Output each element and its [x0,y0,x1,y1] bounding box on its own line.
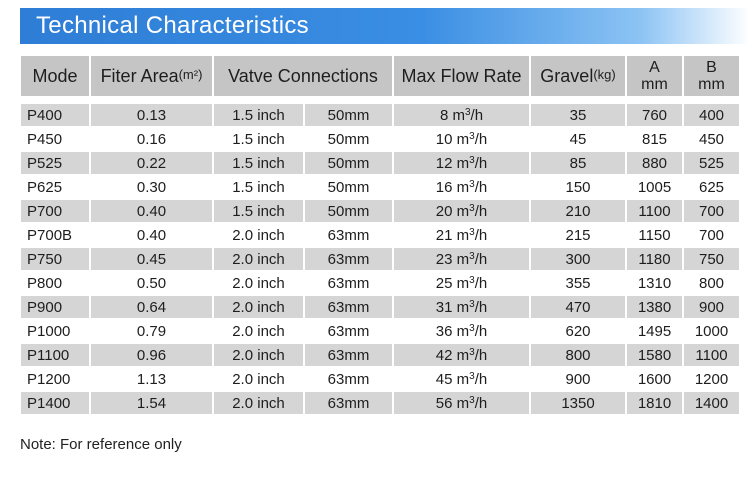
cell-max-flow: 10 $m^3/h$ [394,128,529,150]
cell-valve-mm: 50mm [305,200,392,222]
table-row [21,224,739,246]
cell-a: 1380 [627,296,682,318]
cell-valve-inch: 2.0 inch [214,344,303,366]
spec-table [19,54,741,416]
cell-filter-area: 1.54 [91,392,212,414]
cell-gravel: 45 [531,128,625,150]
table-row [21,392,739,414]
cell-filter-area: 0.50 [91,272,212,294]
cell-gravel: 215 [531,224,625,246]
cell-b: 800 [684,272,739,294]
cell-b: 525 [684,152,739,174]
header-row [21,56,739,96]
cell-a: 760 [627,104,682,126]
cell-valve-inch: 2.0 inch [214,224,303,246]
cell-valve-mm: 63mm [305,272,392,294]
cell-model: P450 [21,128,89,150]
cell-max-flow: 31 $m^3/h$ [394,296,529,318]
cell-valve-mm: 63mm [305,368,392,390]
cell-valve-inch: 1.5 inch [214,128,303,150]
cell-max-flow: 56 $m^3/h$ [394,392,529,414]
cell-a: 1100 [627,200,682,222]
cell-a: 1180 [627,248,682,270]
cell-b: 450 [684,128,739,150]
cell-max-flow: 42 $m^3/h$ [394,344,529,366]
cell-max-flow: 23 $m^3/h$ [394,248,529,270]
header-gravel: Gravel$^{(kg)}$ [531,56,625,96]
cell-valve-mm: 63mm [305,296,392,318]
cell-a: 880 [627,152,682,174]
cell-valve-inch: 2.0 inch [214,248,303,270]
cell-model: P1200 [21,368,89,390]
cell-valve-inch: 1.5 inch [214,176,303,198]
cell-gravel: 900 [531,368,625,390]
cell-max-flow: 8 $m^3/h$ [394,104,529,126]
cell-gravel: 355 [531,272,625,294]
cell-gravel: 620 [531,320,625,342]
cell-gravel: 210 [531,200,625,222]
footnote: Note: For reference only [20,436,182,453]
cell-b: 625 [684,176,739,198]
table-row [21,344,739,366]
cell-filter-area: 0.64 [91,296,212,318]
cell-model: P800 [21,272,89,294]
cell-valve-inch: 1.5 inch [214,152,303,174]
header-max-flow-rate: Max Flow Rate [394,56,529,96]
header-valve-connections: Vatve Connections [214,56,392,96]
cell-valve-inch: 1.5 inch [214,200,303,222]
cell-model: P1100 [21,344,89,366]
cell-max-flow: 12 $m^3/h$ [394,152,529,174]
cell-valve-mm: 63mm [305,224,392,246]
cell-filter-area: 0.45 [91,248,212,270]
title-banner [20,8,750,44]
page-title: Technical Characteristics [36,12,309,39]
cell-valve-mm: 50mm [305,128,392,150]
table-row [21,248,739,270]
cell-filter-area: 0.13 [91,104,212,126]
cell-filter-area: 0.96 [91,344,212,366]
header-filter-area: Fiter Area$^{(m^2)}$ [91,56,212,96]
cell-max-flow: 21 $m^3/h$ [394,224,529,246]
cell-model: P525 [21,152,89,174]
cell-valve-inch: 2.0 inch [214,320,303,342]
cell-a: 1310 [627,272,682,294]
cell-b: 1100 [684,344,739,366]
table-row [21,296,739,318]
cell-model: P400 [21,104,89,126]
cell-model: P700B [21,224,89,246]
cell-b: 400 [684,104,739,126]
cell-a: 1150 [627,224,682,246]
cell-b: 1200 [684,368,739,390]
cell-gravel: 300 [531,248,625,270]
cell-valve-mm: 63mm [305,344,392,366]
cell-model: P625 [21,176,89,198]
cell-a: 1580 [627,344,682,366]
cell-valve-mm: 50mm [305,152,392,174]
cell-max-flow: 25 $m^3/h$ [394,272,529,294]
cell-a: 1810 [627,392,682,414]
cell-max-flow: 16 $m^3/h$ [394,176,529,198]
cell-a: 1600 [627,368,682,390]
cell-b: 700 [684,224,739,246]
table-row [21,104,739,126]
table-row [21,200,739,222]
cell-model: P700 [21,200,89,222]
cell-b: 750 [684,248,739,270]
table-row [21,368,739,390]
cell-gravel: 470 [531,296,625,318]
cell-filter-area: 0.40 [91,200,212,222]
table-row [21,128,739,150]
cell-b: 700 [684,200,739,222]
cell-filter-area: 0.22 [91,152,212,174]
cell-b: 1000 [684,320,739,342]
cell-filter-area: 0.30 [91,176,212,198]
table-row [21,176,739,198]
cell-valve-inch: 2.0 inch [214,296,303,318]
cell-valve-mm: 50mm [305,104,392,126]
cell-gravel: 800 [531,344,625,366]
table-row [21,152,739,174]
header-model: Mode [21,56,89,96]
cell-valve-inch: 2.0 inch [214,392,303,414]
cell-max-flow: 20 $m^3/h$ [394,200,529,222]
cell-gravel: 150 [531,176,625,198]
cell-filter-area: 1.13 [91,368,212,390]
cell-valve-inch: 1.5 inch [214,104,303,126]
cell-valve-inch: 2.0 inch [214,272,303,294]
cell-max-flow: 45 $m^3/h$ [394,368,529,390]
header-a: A mm [627,56,682,96]
cell-valve-mm: 50mm [305,176,392,198]
cell-valve-mm: 63mm [305,248,392,270]
cell-b: 1400 [684,392,739,414]
cell-filter-area: 0.16 [91,128,212,150]
cell-max-flow: 36 $m^3/h$ [394,320,529,342]
cell-model: P1000 [21,320,89,342]
cell-a: 815 [627,128,682,150]
cell-gravel: 85 [531,152,625,174]
cell-gravel: 35 [531,104,625,126]
cell-gravel: 1350 [531,392,625,414]
cell-a: 1005 [627,176,682,198]
cell-model: P900 [21,296,89,318]
cell-valve-inch: 2.0 inch [214,368,303,390]
cell-model: P1400 [21,392,89,414]
cell-valve-mm: 63mm [305,392,392,414]
header-b: B mm [684,56,739,96]
cell-valve-mm: 63mm [305,320,392,342]
table-row [21,272,739,294]
cell-a: 1495 [627,320,682,342]
cell-model: P750 [21,248,89,270]
cell-filter-area: 0.40 [91,224,212,246]
cell-filter-area: 0.79 [91,320,212,342]
table-row [21,320,739,342]
cell-b: 900 [684,296,739,318]
